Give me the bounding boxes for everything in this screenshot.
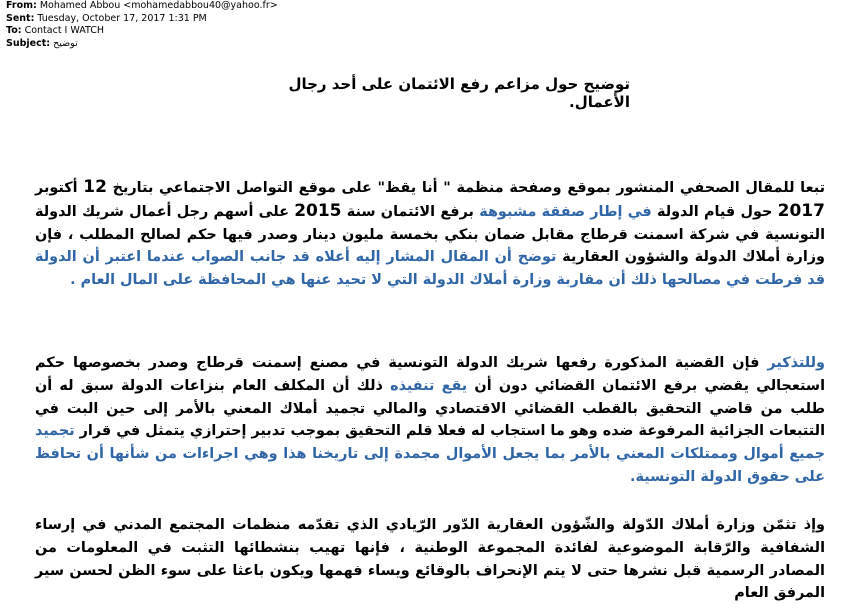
subject-label: Subject: [6,37,51,49]
p2-text-1: فإن القضية المذكورة رفعها شريك الدولة التونسية في مصنع إسمنت قرطاج وصدر بخصوصها حكم استعجالي يقضي برفع الائتمان القضائي دون أن [35,355,826,394]
p1-day: 12 [83,177,107,197]
p2-highlight-2: تجميد جميع أموال وممتلكات المعني بالأمر بما يجعل الأموال مجمدة إلى تاريخنا هذا و [35,423,825,463]
p1-year-2015: 2015 [294,200,342,221]
from-value[interactable]: Mohamed Abbou <mohamedabbou40@yahoo.fr> [39,0,278,11]
p1-text-3: حول قيام الدولة [651,203,778,220]
p2-highlight-1: يقع تنفيذه [390,377,468,394]
p1-highlight-1: في إطار صفقة مشبوهة [479,203,652,220]
paragraph-1 [35,176,825,292]
sent-value: Tuesday, October 17, 2017 1:31 PM [37,12,207,24]
to-label: To: [6,25,22,37]
p1-text-2: أكتوبر [35,180,84,196]
paragraph-3 [35,514,825,605]
subject-row [6,38,278,51]
sent-row [6,13,278,26]
email-header [6,0,278,50]
from-row [6,0,278,13]
to-row [6,25,278,38]
sent-label: Sent: [6,12,35,24]
to-value[interactable]: Contact I WATCH [24,25,105,37]
p1-text-5: على أسهم رجل أعمال شريك الدولة التونسية في شركة اسمنت قرطاج مقابل ضمان بنكي بخمسة مليون دينار وصدر فيها حكم لصالح المطلب ، فإن وزارة أملاك الدولة والشؤون العقارية [35,203,826,266]
document-title: توضيح حول مزاعم رفع الائتمان على أحد رجال الأعمال. [288,75,630,111]
p3-text: وإذ تثمّن وزارة أملاك الدّولة والشّؤون العقارية الدّور الرّيادي الذي تقدّمه منظمات المجتمع المدني في إرساء الشفافية والرّقابة الموضوعية لفائدة المجموعة الوطنية ، فإنها تهيب بنشطائها التثبت في المعلومات من المصادر الرسمية قبل نشرها حتى لا يتم الإنحراف بالوقائع ويساء فهمها ويكون باعثا على سوء الظن لحسن سير المرفق العام [35,517,825,602]
subject-value: توضيح [53,37,78,49]
p1-text-4: برفع الائتمان سنة [341,203,480,220]
p2-highlight-3: هي اجراءات من شأنها أن تحافظ على حقوق الدولة التونسية. [35,446,825,485]
from-label: From: [6,0,37,11]
p1-text-1: تبعا للمقال الصحفي المنشور بموقع وصفحة منظمة " أنا يقظ" على موقع التواصل الاجتماعي بتاريخ [106,180,825,196]
p2-text-2: ذلك أن المكلف العام بنزاعات الدولة سبق له أن طلب من قاضي التحقيق بالقطب القضائي الاقتصادي والمالي تجميد أملاك المعني بالأمر إلى حين البت في التتبعات الجزائية المرفوعة ضده وهو ما استجاب له فعلا قلم التحقيق بموجب تدبير إحترازي يتمثل في قرار [35,377,825,440]
p1-highlight-2: توضح أن المقال المشار إليه أعلاه قد جانب الصواب عندما اعتبر أن الدولة قد فرطت في مصالحها ذلك أن مقاربة وزارة أملاك الدولة التي لا تحيد عنها هي المحافظة على المال العام . [35,249,825,289]
p1-year: 2017 [777,200,825,221]
paragraph-2 [35,352,825,489]
p2-reminder: وللتذكير [759,355,825,371]
